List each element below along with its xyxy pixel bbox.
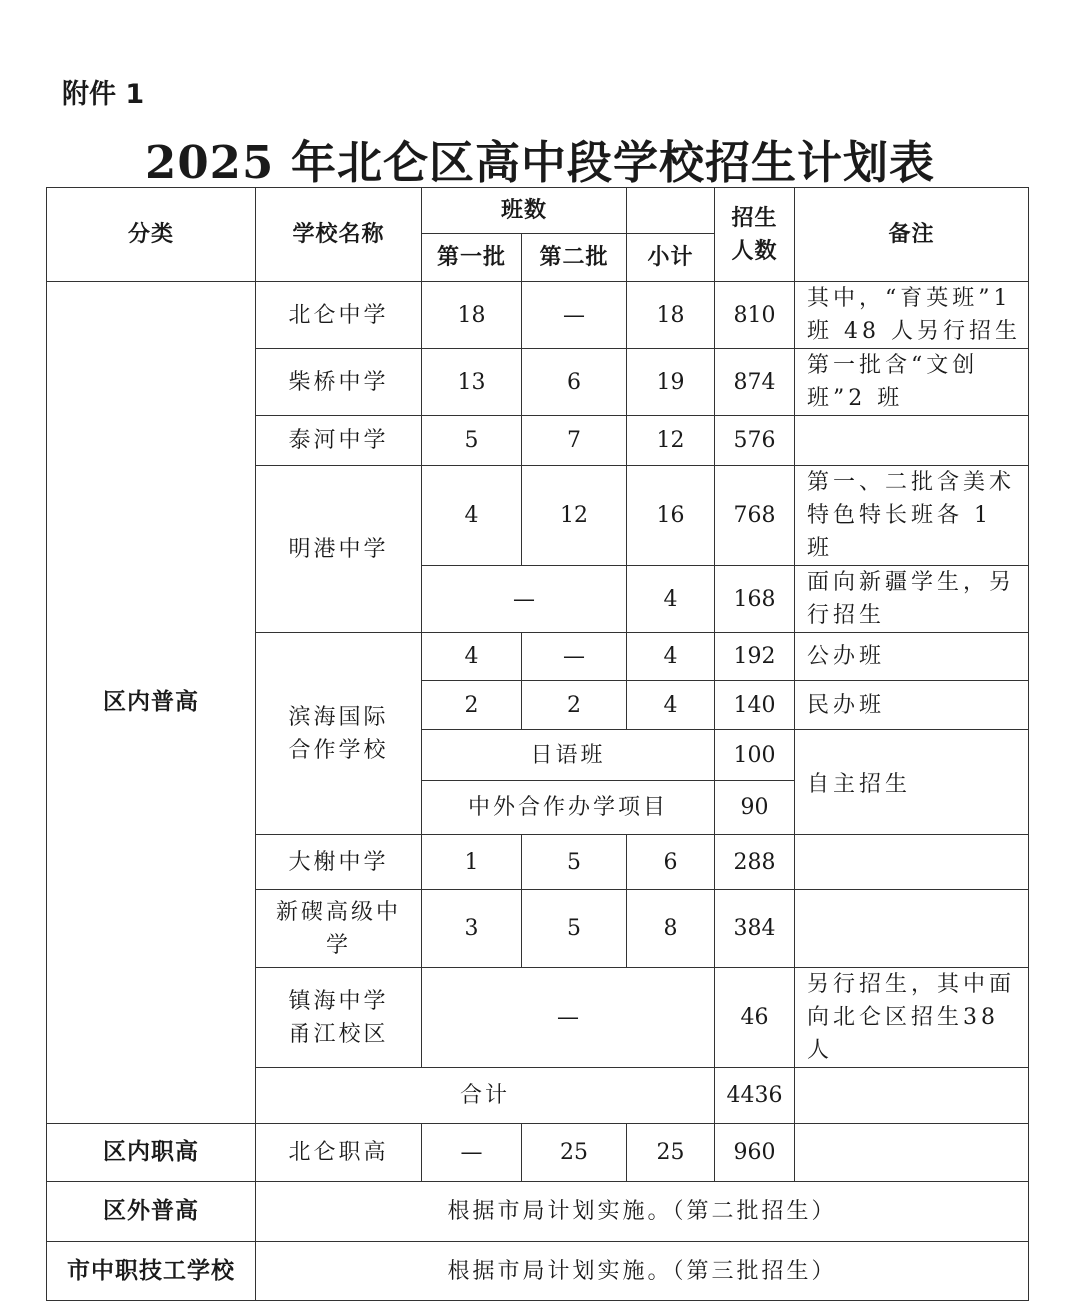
remark-cell: 另行招生，其中面向北仑区招生38人 [795, 968, 1029, 1068]
enrollment-plan-table [46, 187, 1029, 1301]
attachment-label: 附件 1 [62, 79, 145, 110]
batch1-cell: 4 [422, 466, 522, 566]
header-category: 分类 [47, 188, 256, 282]
school-name: 柴桥中学 [256, 349, 422, 416]
enrollment-cell: 384 [715, 890, 795, 968]
subtotal-cell: 16 [627, 466, 715, 566]
school-name: 大榭中学 [256, 835, 422, 890]
remark-cell: 面向新疆学生，另行招生 [795, 566, 1029, 633]
subtotal-cell: 4 [627, 633, 715, 681]
subtotal-cell: 12 [627, 416, 715, 466]
table-row [47, 1124, 1029, 1182]
header-row-1 [47, 188, 1029, 234]
subtotal-cell: 25 [627, 1124, 715, 1182]
subtotal-cell: 4 [627, 681, 715, 730]
batch2-cell: 2 [522, 681, 627, 730]
category-local-vocational: 区内职高 [47, 1124, 256, 1182]
table-row [47, 282, 1029, 349]
batch1-cell: 1 [422, 835, 522, 890]
subtotal-cell: 19 [627, 349, 715, 416]
remark-cell: 第一、二批含美术特色特长班各 1 班 [795, 466, 1029, 566]
enrollment-cell: 576 [715, 416, 795, 466]
header-classes: 班数 [422, 188, 627, 234]
batch2-cell: 5 [522, 890, 627, 968]
enrollment-cell: 90 [715, 781, 795, 835]
batch1-cell: 4 [422, 633, 522, 681]
enrollment-cell: 140 [715, 681, 795, 730]
outside-plan-note: 根据市局计划实施。（第二批招生） [256, 1182, 1029, 1242]
header-blank [627, 188, 715, 234]
batch1-cell: — [422, 1124, 522, 1182]
batch1-cell: 2 [422, 681, 522, 730]
subtotal-cell: 18 [627, 282, 715, 349]
remark-cell [795, 416, 1029, 466]
category-local-general: 区内普高 [47, 282, 256, 1124]
school-name: 镇海中学 甬江校区 [256, 968, 422, 1068]
header-school: 学校名称 [256, 188, 422, 282]
category-city-vocational: 市中职技工学校 [47, 1242, 256, 1301]
category-outside-general: 区外普高 [47, 1182, 256, 1242]
page-title: 2025 年北仑区高中段学校招生计划表 [145, 136, 935, 189]
program-label-cell: 中外合作办学项目 [422, 781, 715, 835]
batch2-cell: — [522, 282, 627, 349]
batch-merged-cell: — [422, 566, 627, 633]
remark-cell: 公办班 [795, 633, 1029, 681]
enrollment-cell: 288 [715, 835, 795, 890]
subtotal-cell: 8 [627, 890, 715, 968]
batch1-cell: 18 [422, 282, 522, 349]
batch2-cell: 6 [522, 349, 627, 416]
batch1-cell: 3 [422, 890, 522, 968]
school-name: 北仑中学 [256, 282, 422, 349]
batch2-cell: — [522, 633, 627, 681]
header-remarks: 备注 [795, 188, 1029, 282]
enrollment-cell: 100 [715, 730, 795, 781]
batch1-cell: 5 [422, 416, 522, 466]
header-enrollment: 招生 人数 [715, 188, 795, 282]
city-plan-note: 根据市局计划实施。（第三批招生） [256, 1242, 1029, 1301]
enrollment-cell: 810 [715, 282, 795, 349]
table-row [47, 1242, 1029, 1301]
enrollment-cell: 960 [715, 1124, 795, 1182]
school-name: 泰河中学 [256, 416, 422, 466]
table-row [47, 1182, 1029, 1242]
remark-cell [795, 1068, 1029, 1124]
header-batch2: 第二批 [522, 234, 627, 282]
header-batch1: 第一批 [422, 234, 522, 282]
remark-cell [795, 1124, 1029, 1182]
remark-cell [795, 835, 1029, 890]
header-subtotal: 小计 [627, 234, 715, 282]
batch2-cell: 25 [522, 1124, 627, 1182]
enrollment-cell: 192 [715, 633, 795, 681]
total-label: 合计 [256, 1068, 715, 1124]
subtotal-cell: 6 [627, 835, 715, 890]
enrollment-cell: 168 [715, 566, 795, 633]
enrollment-cell: 46 [715, 968, 795, 1068]
program-label-cell: 日语班 [422, 730, 715, 781]
remark-cell: 民办班 [795, 681, 1029, 730]
school-name: 北仑职高 [256, 1124, 422, 1182]
batch2-cell: 12 [522, 466, 627, 566]
batch-merged-cell: — [422, 968, 715, 1068]
school-name: 新碶高级中 学 [256, 890, 422, 968]
batch2-cell: 7 [522, 416, 627, 466]
total-enrollment: 4436 [715, 1068, 795, 1124]
remark-cell: 第一批含“文创班”2 班 [795, 349, 1029, 416]
batch1-cell: 13 [422, 349, 522, 416]
school-name: 明港中学 [256, 466, 422, 633]
subtotal-cell: 4 [627, 566, 715, 633]
batch2-cell: 5 [522, 835, 627, 890]
school-name: 滨海国际 合作学校 [256, 633, 422, 835]
enrollment-cell: 874 [715, 349, 795, 416]
remark-cell: 其中，“育英班”1班 48 人另行招生 [795, 282, 1029, 349]
remark-cell [795, 890, 1029, 968]
enrollment-cell: 768 [715, 466, 795, 566]
remark-cell: 自主招生 [795, 730, 1029, 835]
